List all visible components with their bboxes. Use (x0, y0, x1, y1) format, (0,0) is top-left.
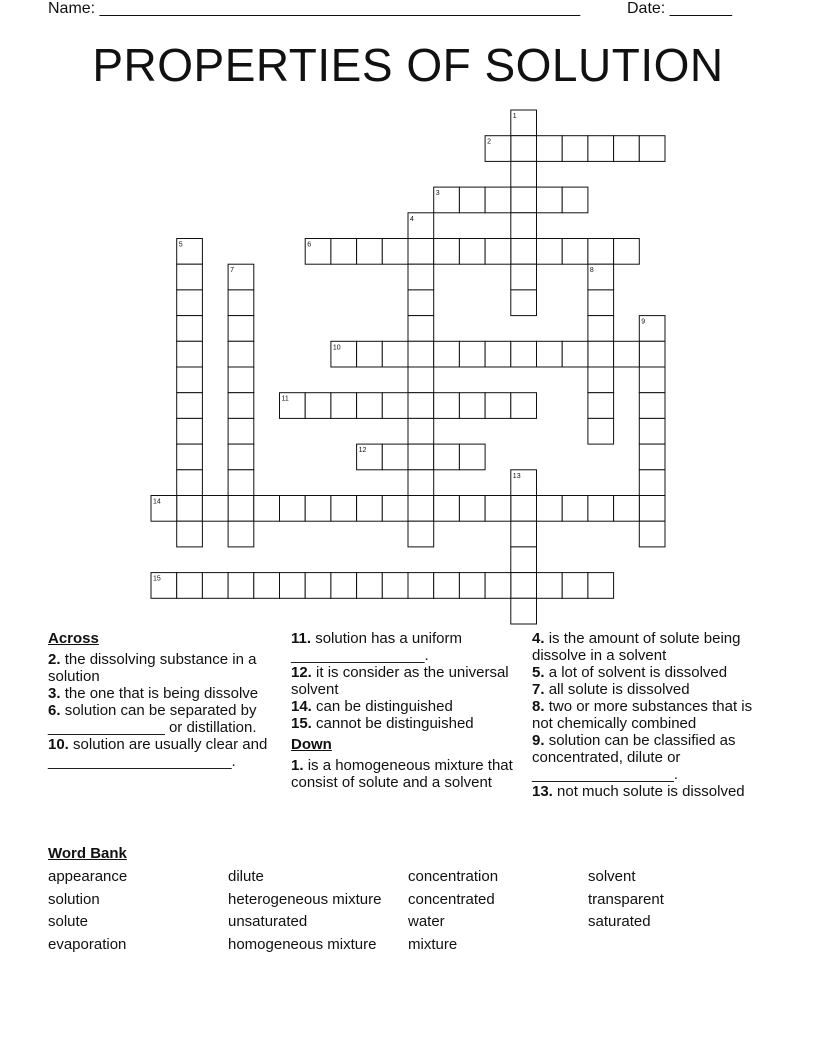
clue-item (48, 736, 268, 770)
crossword-cell[interactable] (639, 367, 665, 393)
crossword-cell[interactable] (434, 341, 460, 367)
crossword-cell[interactable] (177, 316, 203, 342)
crossword-cell[interactable] (511, 187, 537, 213)
crossword-cell[interactable] (614, 136, 640, 162)
crossword-cell[interactable] (408, 470, 434, 496)
crossword-cell[interactable] (280, 496, 306, 522)
clue-number-label: 13 (512, 472, 521, 480)
clue-number: 2. (48, 651, 61, 668)
clue-text: all solute is dissolved (548, 681, 690, 698)
crossword-cell[interactable] (511, 393, 537, 419)
crossword-cell[interactable] (434, 496, 460, 522)
crossword-cell[interactable] (382, 573, 408, 599)
crossword-cell[interactable] (639, 444, 665, 470)
clue-item (532, 681, 772, 698)
clue-text: solution has a uniform ________________. (291, 630, 462, 664)
word-bank-item: saturated (588, 913, 651, 930)
clue-number-label: 2 (487, 138, 492, 146)
clue-number-label: 3 (435, 190, 440, 198)
crossword-cell[interactable] (228, 521, 254, 547)
crossword-cell[interactable] (382, 444, 408, 470)
crossword-cell[interactable] (434, 393, 460, 419)
crossword-cell[interactable] (485, 239, 511, 265)
clue-item (291, 715, 516, 732)
crossword-cell[interactable] (408, 496, 434, 522)
crossword-cell[interactable] (511, 264, 537, 290)
crossword-cell[interactable] (228, 341, 254, 367)
crossword-cell[interactable] (459, 341, 485, 367)
crossword-cell[interactable] (228, 444, 254, 470)
clue-item (532, 664, 772, 681)
crossword-cell[interactable] (639, 341, 665, 367)
clue-number-label: 6 (307, 241, 312, 249)
clue-number-label: 7 (230, 267, 235, 275)
crossword-cell[interactable] (588, 239, 614, 265)
crossword-cell[interactable] (511, 598, 537, 624)
crossword-cell[interactable] (588, 573, 614, 599)
clue-text: two or more substances that is not chemically combined (532, 698, 753, 732)
down-heading: Down (291, 736, 332, 753)
clue-number: 3. (48, 685, 61, 702)
crossword-cell[interactable] (588, 393, 614, 419)
clue-number: 6. (48, 702, 61, 719)
crossword-cell[interactable] (177, 496, 203, 522)
word-bank-item: unsaturated (228, 913, 308, 930)
crossword-cell[interactable] (639, 496, 665, 522)
crossword-cell[interactable] (382, 393, 408, 419)
crossword-cell[interactable] (485, 573, 511, 599)
clue-item (532, 783, 772, 800)
clues-column-2 (291, 630, 516, 791)
word-bank-item: solute (48, 913, 89, 930)
crossword-cell[interactable] (177, 521, 203, 547)
clue-item (291, 757, 516, 791)
clue-number: 14. (291, 698, 312, 715)
crossword-cell[interactable] (408, 573, 434, 599)
crossword-cell[interactable] (537, 239, 563, 265)
clue-item (291, 664, 516, 698)
clue-text: the one that is being dissolve (64, 685, 259, 702)
clue-text: is a homogeneous mixture that consist of solute and a solvent (291, 757, 513, 791)
clue-number-label: 5 (178, 241, 183, 249)
clue-item (48, 702, 268, 736)
clue-text: not much solute is dissolved (557, 783, 745, 800)
clue-number: 4. (532, 630, 545, 647)
clue-item (532, 630, 772, 664)
crossword-cell[interactable] (639, 418, 665, 444)
crossword-cell[interactable] (305, 393, 331, 419)
crossword-cell[interactable] (511, 161, 537, 187)
crossword-cell[interactable] (177, 290, 203, 316)
crossword-cell[interactable] (177, 367, 203, 393)
crossword-cell[interactable] (614, 239, 640, 265)
word-bank-item: water (408, 913, 445, 930)
crossword-cell[interactable] (562, 573, 588, 599)
clue-number-label: 8 (589, 267, 594, 275)
crossword-cell[interactable] (202, 573, 228, 599)
crossword-cell[interactable] (614, 341, 640, 367)
crossword-cell[interactable] (408, 418, 434, 444)
crossword-cell[interactable] (511, 213, 537, 239)
crossword-cell[interactable] (459, 239, 485, 265)
clue-text: is the amount of solute being dissolve in a solvent (532, 630, 741, 664)
crossword-cell[interactable] (228, 470, 254, 496)
crossword-cell[interactable] (382, 496, 408, 522)
crossword-cell[interactable] (177, 393, 203, 419)
clue-item (291, 630, 516, 664)
crossword-cell[interactable] (357, 239, 383, 265)
crossword-cell[interactable] (562, 187, 588, 213)
word-bank-item: evaporation (48, 935, 127, 953)
clue-number-label: 15 (153, 575, 161, 583)
crossword-cell[interactable] (228, 496, 254, 522)
word-bank-item: mixture (408, 935, 458, 953)
crossword-cell[interactable] (357, 496, 383, 522)
word-bank-item: solvent (588, 868, 636, 885)
crossword-cell[interactable] (177, 418, 203, 444)
crossword-cell[interactable] (228, 573, 254, 599)
crossword-cell[interactable] (588, 496, 614, 522)
crossword-cell[interactable] (511, 496, 537, 522)
clue-number: 12. (291, 664, 312, 681)
page-title: PROPERTIES OF SOLUTION (92, 39, 724, 91)
crossword-cell[interactable] (434, 239, 460, 265)
crossword-cell[interactable] (177, 470, 203, 496)
crossword-cell[interactable] (459, 393, 485, 419)
clue-text: can be distinguished (316, 698, 453, 715)
clue-item (48, 685, 268, 702)
crossword-cell[interactable] (331, 393, 357, 419)
crossword-cell[interactable] (562, 496, 588, 522)
crossword-cell[interactable] (537, 341, 563, 367)
clue-number: 1. (291, 757, 304, 774)
crossword-cell[interactable] (537, 136, 563, 162)
clue-number-label: 12 (358, 447, 367, 455)
crossword-cell[interactable] (588, 316, 614, 342)
crossword-cell[interactable] (588, 367, 614, 393)
crossword-cell[interactable] (228, 393, 254, 419)
clue-text: it is consider as the universal solvent (291, 664, 509, 698)
crossword-cell[interactable] (614, 496, 640, 522)
clue-number-label: 11 (281, 395, 289, 403)
crossword-cell[interactable] (305, 496, 331, 522)
word-bank-item: appearance (48, 868, 128, 885)
clue-item (48, 651, 268, 685)
crossword-cell[interactable] (228, 316, 254, 342)
crossword-cell[interactable] (280, 573, 306, 599)
crossword-cell[interactable] (254, 496, 280, 522)
word-bank-item: solution (48, 890, 100, 908)
crossword-cell[interactable] (408, 444, 434, 470)
crossword-cell[interactable] (408, 316, 434, 342)
crossword-cell[interactable] (408, 239, 434, 265)
crossword-cell[interactable] (511, 239, 537, 265)
crossword-cell[interactable] (177, 444, 203, 470)
crossword-cell[interactable] (511, 341, 537, 367)
crossword-cell[interactable] (511, 573, 537, 599)
crossword-cell[interactable] (408, 521, 434, 547)
clue-text: the dissolving substance in a solution (48, 651, 257, 685)
crossword-cell[interactable] (357, 393, 383, 419)
crossword-cell[interactable] (357, 341, 383, 367)
clue-number-label: 10 (332, 344, 341, 352)
clue-number-label: 4 (410, 215, 414, 223)
clue-item (291, 698, 516, 715)
crossword-cell[interactable] (228, 418, 254, 444)
crossword-cell[interactable] (511, 547, 537, 573)
crossword-cell[interactable] (459, 573, 485, 599)
clue-number: 11. (291, 630, 312, 647)
clue-text: solution are usually clear and ______________________. (48, 736, 268, 770)
word-bank-item: transparent (588, 890, 664, 908)
clue-number: 13. (532, 783, 553, 800)
crossword-cell[interactable] (408, 393, 434, 419)
crossword-cell[interactable] (331, 573, 357, 599)
clue-number: 9. (532, 732, 545, 749)
crossword-cell[interactable] (511, 290, 537, 316)
crossword-cell[interactable] (177, 341, 203, 367)
crossword-cell[interactable] (408, 264, 434, 290)
word-bank-item: concentration (408, 868, 499, 885)
crossword-cell[interactable] (408, 367, 434, 393)
crossword-cell[interactable] (485, 341, 511, 367)
crossword-cell[interactable] (408, 290, 434, 316)
crossword-cell[interactable] (639, 470, 665, 496)
word-bank-heading: Word Bank (48, 845, 127, 862)
crossword-cell[interactable] (562, 239, 588, 265)
crossword-cell[interactable] (434, 444, 460, 470)
crossword-cell[interactable] (254, 573, 280, 599)
word-bank-item: dilute (228, 868, 264, 885)
clue-number: 7. (532, 681, 545, 698)
crossword-cell[interactable] (331, 239, 357, 265)
crossword-cell[interactable] (588, 136, 614, 162)
crossword-cell[interactable] (537, 573, 563, 599)
crossword-cell[interactable] (459, 187, 485, 213)
crossword-cell[interactable] (228, 290, 254, 316)
clue-item (532, 732, 772, 783)
crossword-cell[interactable] (382, 341, 408, 367)
clue-number-label: 1 (512, 113, 517, 120)
crossword-cell[interactable] (331, 496, 357, 522)
crossword-cell[interactable] (639, 136, 665, 162)
word-bank-item: concentrated (408, 890, 495, 908)
crossword-cell[interactable] (177, 573, 203, 599)
crossword-cell[interactable] (177, 264, 203, 290)
crossword-cell[interactable] (459, 496, 485, 522)
clue-text: a lot of solvent is dissolved (548, 664, 728, 681)
crossword-cell[interactable] (357, 573, 383, 599)
across-heading: Across (48, 630, 99, 647)
clue-number-label: 9 (641, 318, 646, 326)
crossword-cell[interactable] (562, 136, 588, 162)
clue-text: solution can be classified as concentrated, dilute or _________________. (532, 732, 736, 783)
crossword-cell[interactable] (485, 496, 511, 522)
crossword-cell[interactable] (639, 393, 665, 419)
crossword-cell[interactable] (537, 187, 563, 213)
clue-item (532, 698, 772, 732)
crossword-cell[interactable] (459, 444, 485, 470)
crossword-cell[interactable] (511, 521, 537, 547)
clue-number: 8. (532, 698, 545, 715)
word-bank-item: heterogeneous mixture (228, 890, 382, 908)
name-line[interactable]: Name: ______________________________________________________ (48, 0, 581, 17)
crossword-cell[interactable] (408, 341, 434, 367)
crossword-cell[interactable] (305, 573, 331, 599)
crossword-cell[interactable] (562, 341, 588, 367)
clue-number-label: 14 (153, 498, 161, 506)
date-line[interactable]: Date: _______ (627, 0, 732, 17)
crossword-cell[interactable] (202, 496, 228, 522)
crossword-cell[interactable] (228, 367, 254, 393)
word-bank-item: homogeneous mixture (228, 935, 377, 953)
clues-column-3 (532, 630, 772, 800)
crossword-cell[interactable] (485, 393, 511, 419)
crossword-cell[interactable] (588, 290, 614, 316)
clue-number: 15. (291, 715, 312, 732)
crossword-cell[interactable] (588, 341, 614, 367)
clue-number: 5. (532, 664, 545, 681)
crossword-cell[interactable] (511, 136, 537, 162)
clues-column-1 (48, 630, 268, 770)
clue-number: 10. (48, 736, 69, 753)
crossword-cell[interactable] (485, 187, 511, 213)
clue-text: solution can be separated by ______________ or distillation. (48, 702, 257, 736)
crossword-cell[interactable] (588, 418, 614, 444)
crossword-cell[interactable] (434, 573, 460, 599)
crossword-cell[interactable] (537, 496, 563, 522)
crossword-cell[interactable] (382, 239, 408, 265)
crossword-cell[interactable] (639, 521, 665, 547)
clue-text: cannot be distinguished (316, 715, 474, 732)
